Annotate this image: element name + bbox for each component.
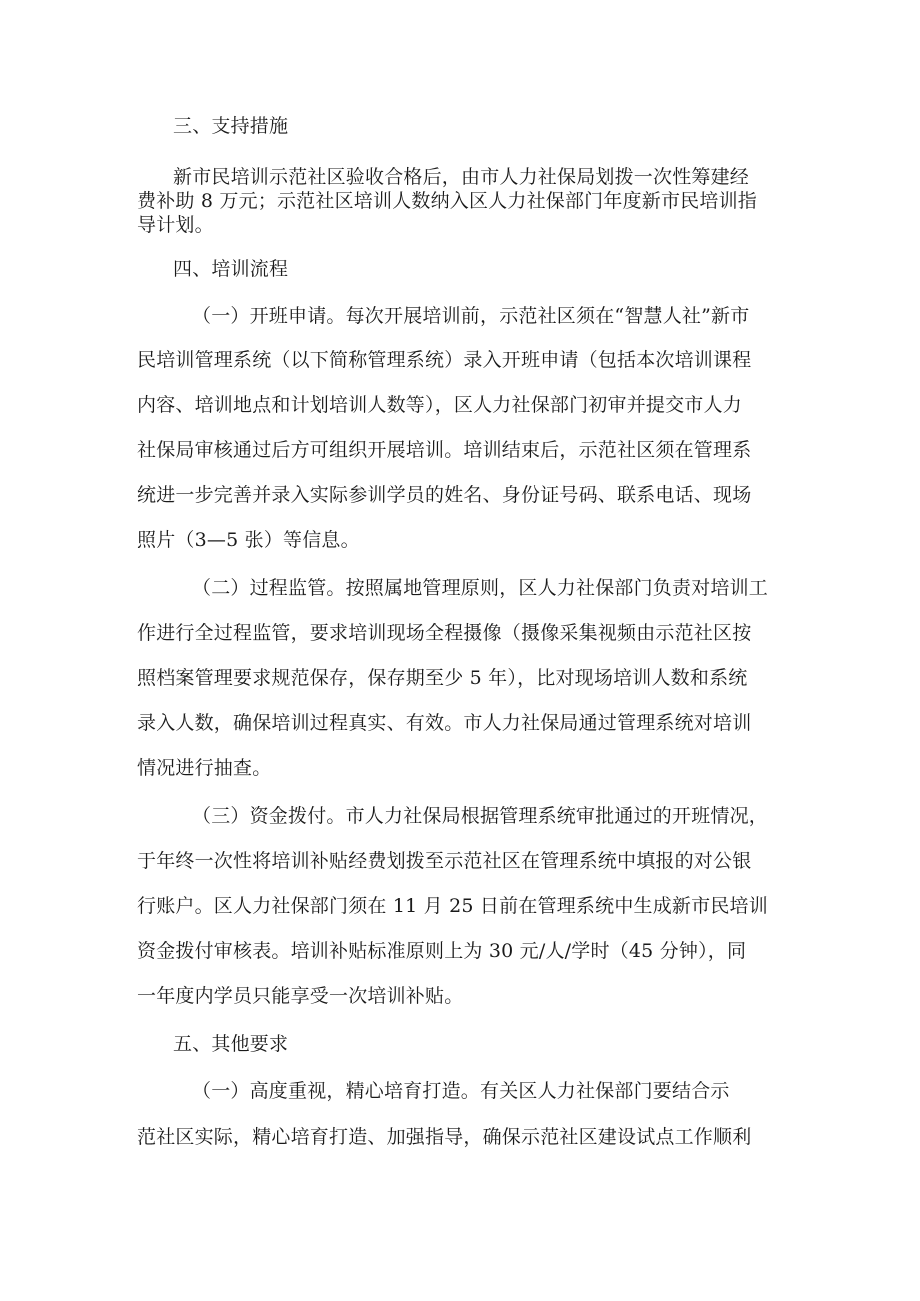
paragraph-line: 统进一步完善并录入实际参训学员的姓名、身份证号码、联系电话、现场 — [137, 484, 752, 506]
paragraph-line: 情况进行抽查。 — [137, 757, 272, 779]
paragraph-line: 照档案管理要求规范保存，保存期至少 5 年），比对现场培训人数和系统 — [137, 667, 748, 689]
paragraph-line: 作进行全过程监管，要求培训现场全程摄像（摄像采集视频由示范社区按 — [137, 622, 752, 644]
section-heading-training-process: 四、培训流程 — [173, 258, 289, 280]
paragraph-line: 行账户。区人力社保部门须在 11 月 25 日前在管理系统中生成新市民培训 — [137, 895, 768, 917]
paragraph-line: （二）过程监管。按照属地管理原则，区人力社保部门负责对培训工 — [192, 577, 769, 599]
paragraph-line: 于年终一次性将培训补贴经费划拨至示范社区在管理系统中填报的对公银 — [137, 850, 752, 872]
paragraph-line: （三）资金拨付。市人力社保局根据管理系统审批通过的开班情况， — [192, 805, 769, 827]
paragraph-line: 照片（3—5 张）等信息。 — [137, 529, 360, 551]
paragraph-line: 内容、培训地点和计划培训人数等），区人力社保部门初审并提交市人力 — [137, 394, 742, 416]
paragraph-line: 一年度内学员只能享受一次培训补贴。 — [137, 985, 464, 1007]
paragraph-line: 费补助 8 万元；示范社区培训人数纳入区人力社保部门年度新市民培训指 — [137, 190, 757, 212]
section-heading-other-requirements: 五、其他要求 — [173, 1033, 289, 1055]
paragraph-line: 社保局审核通过后方可组织开展培训。培训结束后，示范社区须在管理系 — [137, 439, 752, 461]
paragraph-line: （一）开班申请。每次开展培训前，示范社区须在“智慧人社”新市 — [192, 305, 750, 327]
paragraph-line: 录入人数，确保培训过程真实、有效。市人力社保局通过管理系统对培训 — [137, 712, 752, 734]
paragraph-line: 导计划。 — [137, 214, 214, 236]
paragraph-line: 范社区实际，精心培育打造、加强指导，确保示范社区建设试点工作顺利 — [137, 1126, 752, 1148]
paragraph-line: 民培训管理系统（以下简称管理系统）录入开班申请（包括本次培训课程 — [137, 349, 752, 371]
paragraph-line: 资金拨付审核表。培训补贴标准原则上为 30 元/人/学时（45 分钟），同 — [137, 940, 747, 962]
paragraph-line: （一）高度重视，精心培育打造。有关区人力社保部门要结合示 — [192, 1080, 730, 1102]
section-heading-support-measures: 三、支持措施 — [173, 115, 289, 137]
paragraph-line: 新市民培训示范社区验收合格后，由市人力社保局划拨一次性筹建经 — [173, 166, 750, 188]
